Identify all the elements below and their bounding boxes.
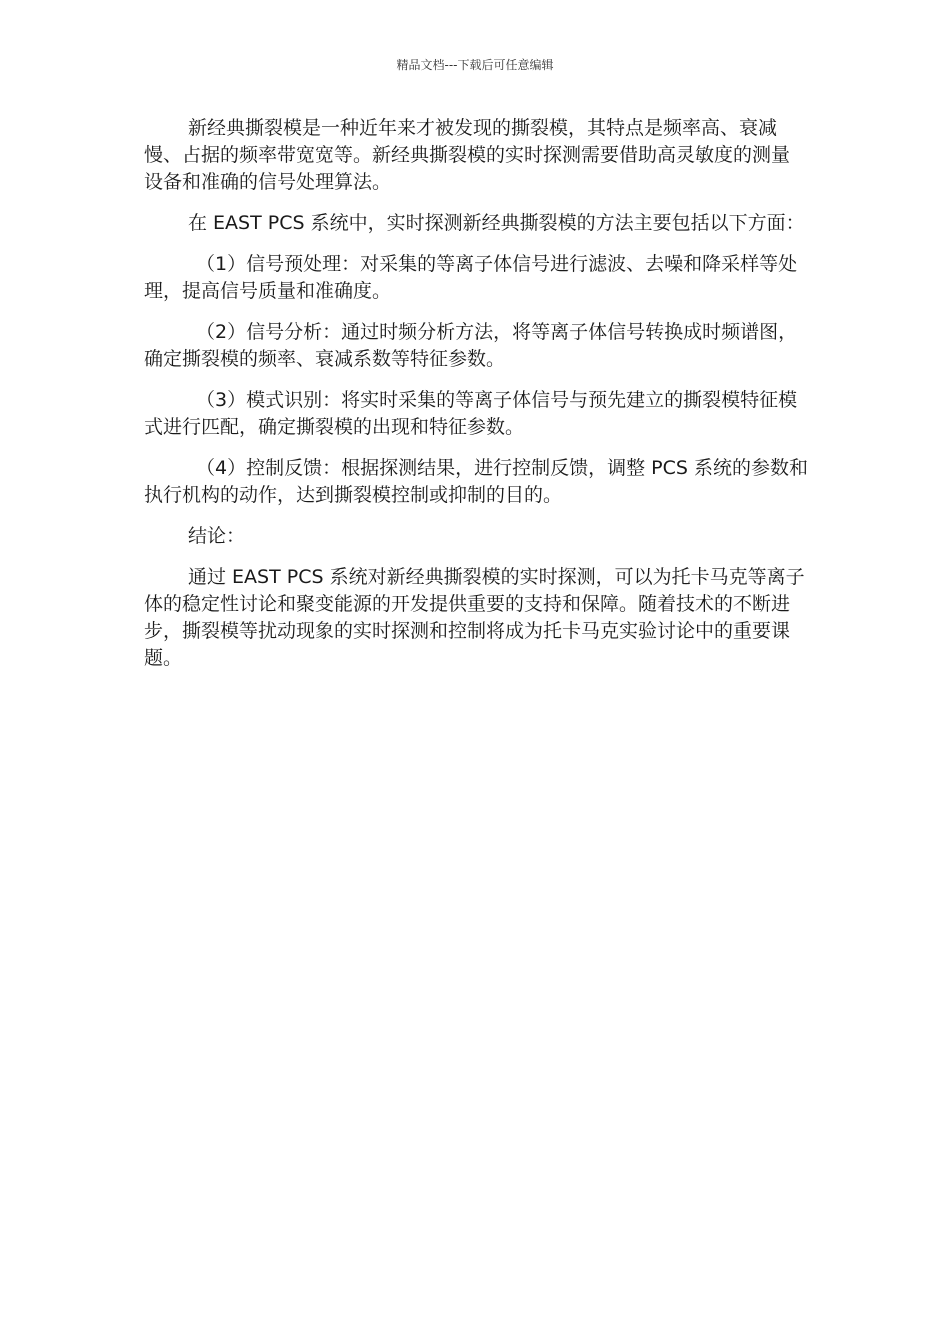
list-item-control-feedback: （4）控制反馈：根据探测结果，进行控制反馈，调整 PCS 系统的参数和执行机构的动作，达到撕裂模控制或抑制的目的。 [144,457,808,506]
paragraph-conclusion: 通过 EAST PCS 系统对新经典撕裂模的实时探测，可以为托卡马克等离子体的稳定性讨论和聚变能源的开发提供重要的支持和保障。随着技术的不断进步，撕裂模等扰动现象的实时探测和控制将成为托卡马克实验讨论中的重要课题。 [144,566,805,669]
paragraph-method-intro: 在 EAST PCS 系统中，实时探测新经典撕裂模的方法主要包括以下方面： [188,212,805,234]
document-body [144,115,808,686]
page-header: 精品文档---下载后可任意编辑 [396,58,554,72]
list-item-pattern-recognition: （3）模式识别：将实时采集的等离子体信号与预先建立的撕裂模特征模式进行匹配，确定撕裂模的出现和特征参数。 [144,389,798,438]
paragraph-intro: 新经典撕裂模是一种近年来才被发现的撕裂模，其特点是频率高、衰减慢、占据的频率带宽宽等。新经典撕裂模的实时探测需要借助高灵敏度的测量设备和准确的信号处理算法。 [144,117,791,193]
list-item-signal-preprocessing: （1）信号预处理：对采集的等离子体信号进行滤波、去噪和降采样等处理，提高信号质量和准确度。 [144,253,798,302]
list-item-signal-analysis: （2）信号分析：通过时频分析方法，将等离子体信号转换成时频谱图，确定撕裂模的频率、衰减系数等特征参数。 [144,321,798,370]
section-heading-conclusion: 结论： [188,525,246,547]
